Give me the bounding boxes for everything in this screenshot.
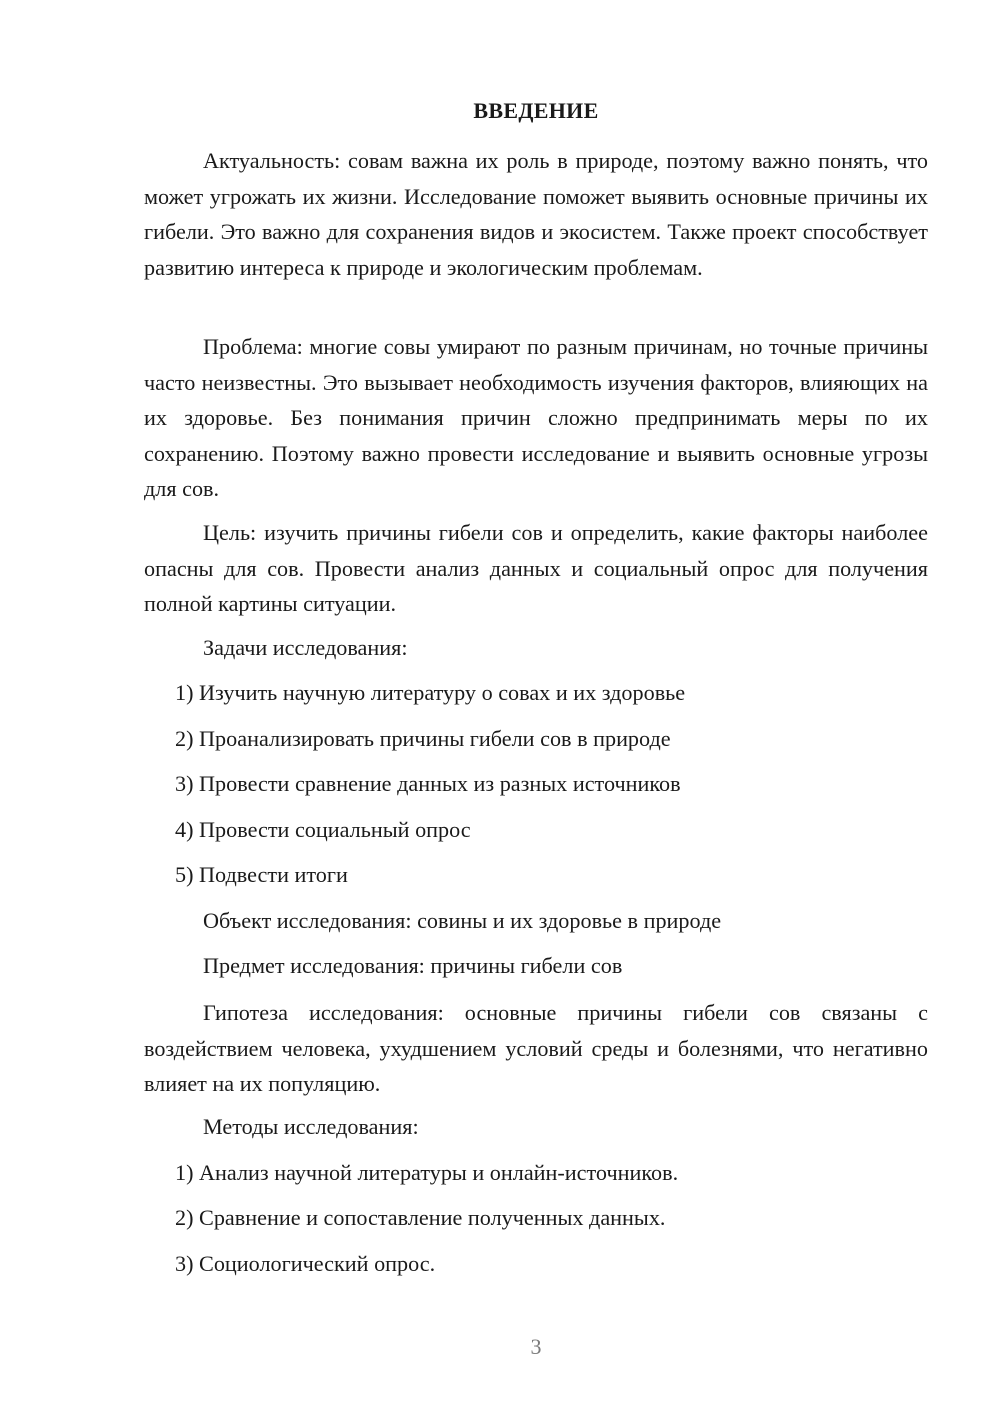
task-item-5: 5) Подвести итоги bbox=[175, 862, 348, 887]
tasks-heading: Задачи исследования: bbox=[203, 635, 408, 660]
task-item-2: 2) Проанализировать причины гибели сов в природе bbox=[175, 726, 671, 751]
task-item-3: 3) Провести сравнение данных из разных источников bbox=[175, 771, 681, 796]
hypothesis-paragraph: Гипотеза исследования: основные причины гибели сов связаны с воздействием человека, ухудшением условий среды и болезнями, что негативно влияет на их популяцию. bbox=[144, 1000, 928, 1096]
section-title: ВВЕДЕНИЕ bbox=[473, 98, 599, 123]
document-page bbox=[144, 0, 928, 1414]
relevance-paragraph: Актуальность: совам важна их роль в природе, поэтому важно понять, что может угрожать их жизни. Исследование поможет выявить основные причины их гибели. Это важно для сохранения видов и экосистем. Также проект способствует развитию интереса к природе и экологическим проблемам. bbox=[144, 148, 928, 280]
method-item-1: 1) Анализ научной литературы и онлайн-источников. bbox=[175, 1160, 679, 1185]
subject-line: Предмет исследования: причины гибели сов bbox=[203, 953, 623, 978]
problem-paragraph: Проблема: многие совы умирают по разным причинам, но точные причины часто неизвестны. Это вызывает необходимость изучения факторов, влияющих на их здоровье. Без понимания причин сложно предпринимать меры по их сохранению. Поэтому важно провести исследование и выявить основные угрозы для сов. bbox=[144, 334, 928, 501]
task-item-4: 4) Провести социальный опрос bbox=[175, 817, 471, 842]
goal-paragraph: Цель: изучить причины гибели сов и определить, какие факторы наиболее опасны для сов. Провести анализ данных и социальный опрос для получения полной картины ситуации. bbox=[144, 520, 928, 616]
object-line: Объект исследования: совины и их здоровье в природе bbox=[203, 908, 722, 933]
method-item-2: 2) Сравнение и сопоставление полученных данных. bbox=[175, 1205, 666, 1230]
methods-heading: Методы исследования: bbox=[203, 1114, 419, 1139]
method-item-3: 3) Социологический опрос. bbox=[175, 1251, 436, 1276]
task-item-1: 1) Изучить научную литературу о совах и их здоровье bbox=[175, 680, 686, 705]
page-number: 3 bbox=[530, 1334, 542, 1359]
